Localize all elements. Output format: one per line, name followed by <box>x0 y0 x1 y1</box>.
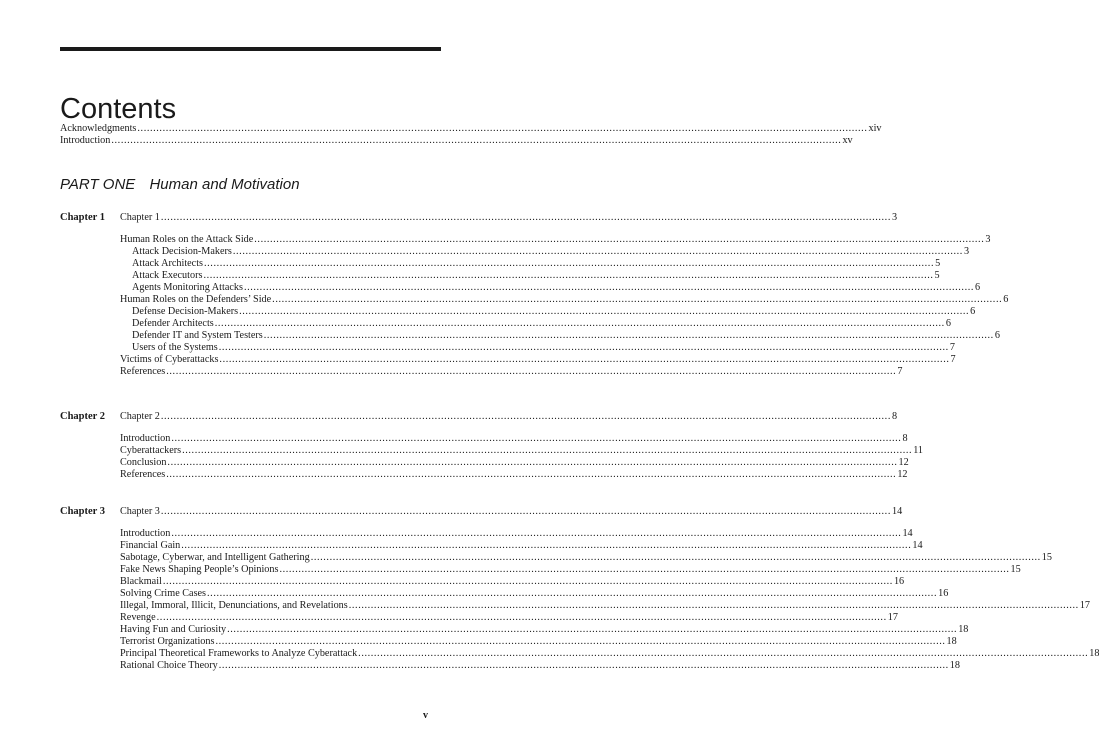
toc-entry-label: Human Roles on the Defenders’ Side <box>120 294 272 305</box>
toc-entry <box>120 540 923 552</box>
toc-entry-label: Acknowledgments <box>60 123 137 134</box>
dot-leader <box>166 469 896 481</box>
toc-entry-page: 6 <box>994 330 1000 341</box>
page-title: Contents <box>60 93 177 126</box>
toc-entry-label: Financial Gain <box>120 540 181 551</box>
toc-entry-page: 5 <box>934 270 940 281</box>
toc-entry-page: 3 <box>985 234 991 245</box>
dot-leader <box>166 366 896 378</box>
toc-entry-label: Defense Decision-Makers <box>132 306 239 317</box>
toc-entry <box>120 600 1091 612</box>
dot-leader <box>239 306 969 318</box>
toc-entry <box>120 294 1009 306</box>
dot-leader <box>182 445 912 457</box>
chapter-label: Chapter 1 <box>60 212 106 223</box>
part-title: Human and Motivation <box>149 176 300 193</box>
toc-entry-page: 6 <box>945 318 951 329</box>
chapter-title-entry <box>120 411 897 423</box>
toc-entry-label: Cyberattackers <box>120 445 182 456</box>
dot-leader <box>181 540 911 552</box>
toc-entry-label: Illegal, Immoral, Illicit, Denunciations, and Revelations <box>120 600 348 611</box>
toc-entry-page: 18 <box>946 636 957 647</box>
toc-entry-page: 6 <box>1003 294 1009 305</box>
toc-entry-label: Agents Monitoring Attacks <box>132 282 243 293</box>
chapter-heading <box>60 212 898 226</box>
chapter-2 <box>60 411 923 481</box>
dot-leader <box>137 123 867 135</box>
toc-entry-page: 7 <box>897 366 903 377</box>
toc-entry-page: 3 <box>891 212 898 223</box>
toc-entry <box>120 433 908 445</box>
toc-entry-page: 15 <box>1041 552 1052 563</box>
toc-entry-page: 6 <box>975 282 981 293</box>
toc-entry-label: Fake News Shaping People’s Opinions <box>120 564 279 575</box>
dot-leader <box>219 354 949 366</box>
toc-entry <box>120 342 955 354</box>
toc-entry-page: 3 <box>963 246 970 257</box>
dot-leader <box>215 636 945 648</box>
toc-entry <box>120 528 913 540</box>
toc-entry-page: 12 <box>897 469 908 480</box>
dot-leader <box>207 588 937 600</box>
chapter-title-entry <box>120 506 902 518</box>
chapter-entries <box>120 433 923 481</box>
dot-leader <box>171 433 901 445</box>
dot-leader <box>279 564 1009 576</box>
toc-entry <box>120 246 970 258</box>
dot-leader <box>161 212 891 224</box>
toc-entry <box>120 660 960 672</box>
toc-entry <box>120 306 976 318</box>
toc-entry <box>120 624 969 636</box>
toc-entry-label: Introduction <box>120 528 171 539</box>
dot-leader <box>264 330 994 342</box>
toc-entry-label: Introduction <box>120 433 171 444</box>
toc-entry-page: 8 <box>891 411 898 422</box>
chapter-label: Chapter 2 <box>60 411 106 422</box>
toc-entry-page: 18 <box>1089 648 1099 659</box>
toc-entry-page: 15 <box>1010 564 1021 575</box>
toc-entry-label: Attack Architects <box>132 258 204 269</box>
dot-leader <box>171 528 901 540</box>
chapter-label: Chapter 3 <box>60 506 106 517</box>
front-matter-list <box>60 123 882 147</box>
toc-entry-page: 16 <box>938 588 949 599</box>
toc-entry-label: Chapter 3 <box>120 506 160 517</box>
chapter-heading <box>60 506 903 520</box>
dot-leader <box>161 506 891 518</box>
chapter-3 <box>60 506 1099 672</box>
dot-leader <box>227 624 957 636</box>
chapter-title-entry <box>120 212 897 224</box>
toc-entry-page: 6 <box>970 306 976 317</box>
toc-entry-page: 7 <box>949 342 955 353</box>
toc-entry-label: Revenge <box>120 612 156 623</box>
toc-entry-label: Conclusion <box>120 457 167 468</box>
dot-leader <box>311 552 1041 564</box>
toc-entry-label: Principal Theoretical Frameworks to Analyze Cyberattack <box>120 648 358 659</box>
dot-leader <box>244 282 974 294</box>
toc-entry-label: Victims of Cyberattacks <box>120 354 219 365</box>
top-rule <box>60 47 441 51</box>
toc-entry-label: References <box>120 469 166 480</box>
toc-entry-label: Users of the Systems <box>132 342 218 353</box>
toc-entry <box>120 330 1000 342</box>
toc-entry <box>120 445 923 457</box>
toc-entry-label: Chapter 2 <box>120 411 160 422</box>
toc-entry <box>120 457 909 469</box>
toc-entry-page: 14 <box>912 540 923 551</box>
toc-entry <box>120 234 991 246</box>
toc-entry <box>120 588 949 600</box>
toc-entry-label: Having Fun and Curiosity <box>120 624 227 635</box>
chapter-heading <box>60 411 898 425</box>
toc-entry-label: Attack Executors <box>132 270 203 281</box>
toc-entry-label: Solving Crime Cases <box>120 588 207 599</box>
dot-leader <box>111 135 841 147</box>
page-number: v <box>423 710 428 721</box>
toc-entry <box>120 270 940 282</box>
toc-entry-label: Attack Decision-Makers <box>132 246 232 257</box>
toc-entry-page: 5 <box>935 258 941 269</box>
chapter-1 <box>60 212 1009 378</box>
dot-leader <box>203 270 933 282</box>
toc-entry <box>120 612 898 624</box>
toc-entry <box>120 564 1021 576</box>
dot-leader <box>215 318 945 330</box>
dot-leader <box>254 234 984 246</box>
toc-entry-page: 11 <box>913 445 923 456</box>
toc-entry-page: 16 <box>893 576 905 587</box>
chapter-entries <box>120 234 1009 378</box>
toc-entry-page: 14 <box>891 506 903 517</box>
toc-entry-label: Sabotage, Cyberwar, and Intelligent Gathering <box>120 552 310 563</box>
part-heading <box>60 176 300 193</box>
toc-entry-page: 8 <box>902 433 908 444</box>
chapter-entries <box>120 528 1099 672</box>
dot-leader <box>349 600 1079 612</box>
dot-leader <box>272 294 1002 306</box>
toc-entry-page: xiv <box>868 123 882 134</box>
toc-entry-label: Rational Choice Theory <box>120 660 218 671</box>
toc-entry <box>120 366 903 378</box>
toc-entry <box>120 636 957 648</box>
toc-entry <box>120 648 1099 660</box>
dot-leader <box>161 411 891 423</box>
dot-leader <box>163 576 893 588</box>
dot-leader <box>204 258 934 270</box>
toc-entry-label: Defender IT and System Testers <box>132 330 263 341</box>
dot-leader <box>219 342 949 354</box>
dot-leader <box>157 612 887 624</box>
toc-entry-label: Terrorist Organizations <box>120 636 215 647</box>
toc-entry <box>120 258 941 270</box>
toc-entry <box>60 123 882 135</box>
toc-entry-label: Introduction <box>60 135 111 146</box>
toc-entry <box>120 469 908 481</box>
toc-entry <box>120 552 1052 564</box>
toc-entry-label: Human Roles on the Attack Side <box>120 234 254 245</box>
toc-entry-page: 7 <box>950 354 956 365</box>
toc-entry-label: Blackmail <box>120 576 162 587</box>
toc-entry-page: 18 <box>958 624 969 635</box>
dot-leader <box>219 660 949 672</box>
part-number: PART ONE <box>60 176 136 193</box>
dot-leader <box>233 246 963 258</box>
toc-entry <box>120 576 905 588</box>
toc-entry-page: 12 <box>898 457 909 468</box>
toc-entry <box>120 318 951 330</box>
toc-entry-page: xv <box>842 135 853 146</box>
toc-entry <box>120 354 956 366</box>
dot-leader <box>358 648 1088 660</box>
toc-entry-label: Defender Architects <box>132 318 214 329</box>
toc-entry-page: 18 <box>949 660 960 671</box>
toc-entry-page: 17 <box>887 612 898 623</box>
toc-entry <box>120 282 981 294</box>
toc-entry-page: 17 <box>1079 600 1091 611</box>
toc-entry <box>60 135 853 147</box>
dot-leader <box>167 457 897 469</box>
toc-entry-page: 14 <box>902 528 913 539</box>
toc-entry-label: References <box>120 366 166 377</box>
toc-entry-label: Chapter 1 <box>120 212 160 223</box>
